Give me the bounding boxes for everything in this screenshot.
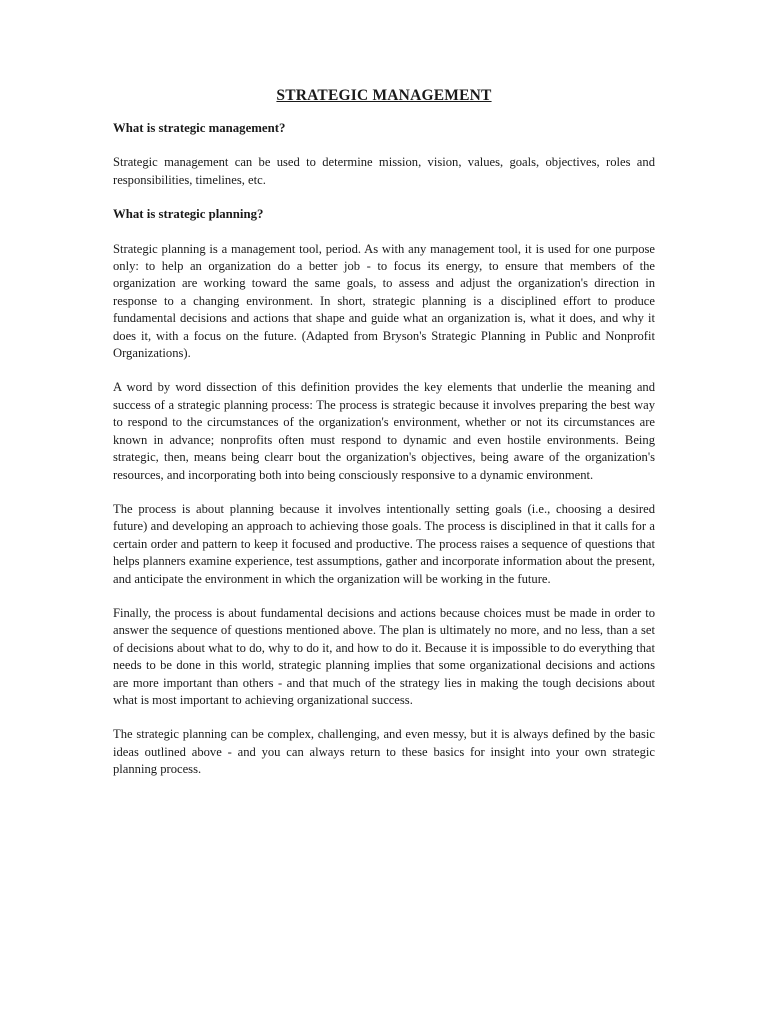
paragraph-fundamental-decisions: Finally, the process is about fundamental decisions and actions because choices must be made in order to answer the sequence of questions mentioned above. The plan is ultimately no more, and no less, than a set of decisions about what to do, why to do it, and how to do it. Because it is impossible to do everything that needs to be done in this world, strategic planning implies that some organizational decisions and actions are more important than others - and that much of the strategy lies in making the tough decisions about what is most important to achieving organizational success. (113, 605, 655, 707)
paragraph-conclusion: The strategic planning can be complex, challenging, and even messy, but it is always defined by the basic ideas outlined above - and you can always return to these basics for insight into your own strategic planning process. (113, 727, 655, 777)
document-title: STRATEGIC MANAGEMENT (276, 87, 492, 104)
section-heading-strategic-management: What is strategic management? (113, 121, 286, 135)
paragraph-word-dissection: A word by word dissection of this definition provides the key elements that underlie the meaning and success of a strategic planning process: The process is strategic because it involves preparing the best way to respond to the circumstances of the organization's environment, whether or not its circumstances are known in advance; nonprofits often must respond to dynamic and even hostile environments. Being strategic, then, means being clearr bout the organization's objectives, being aware of the organization's resources, and incorporating both into being consciously responsive to a dynamic environment. (113, 380, 655, 482)
section-heading-strategic-planning: What is strategic planning? (113, 207, 264, 222)
document-page (113, 86, 655, 796)
paragraph-strategic-planning-definition: Strategic planning is a management tool, period. As with any management tool, it is used for one purpose only: to help an organization do a better job - to focus its energy, to ensure that members of the organization are working toward the same goals, to assess and adjust the organization's direction in response to a changing environment. In short, strategic planning is a disciplined effort to produce fundamental decisions and actions that shape and guide what an organization is, what it does, and why it does it, with a focus on the future. (Adapted from Bryson's Strategic Planning in Public and Nonprofit Organizations). (113, 241, 655, 361)
paragraph-strategic-management-definition: Strategic management can be used to determine mission, vision, values, goals, objectives, roles and responsibilities, timelines, etc. (113, 155, 655, 187)
paragraph-about-planning: The process is about planning because it involves intentionally setting goals (i.e., choosing a desired future) and developing an approach to achieving those goals. The process is disciplined in that it calls for a certain order and pattern to keep it focused and productive. The process raises a sequence of questions that helps planners examine experience, test assumptions, gather and incorporate information about the present, and anticipate the environment in which the organization will be working in the future. (113, 501, 655, 586)
